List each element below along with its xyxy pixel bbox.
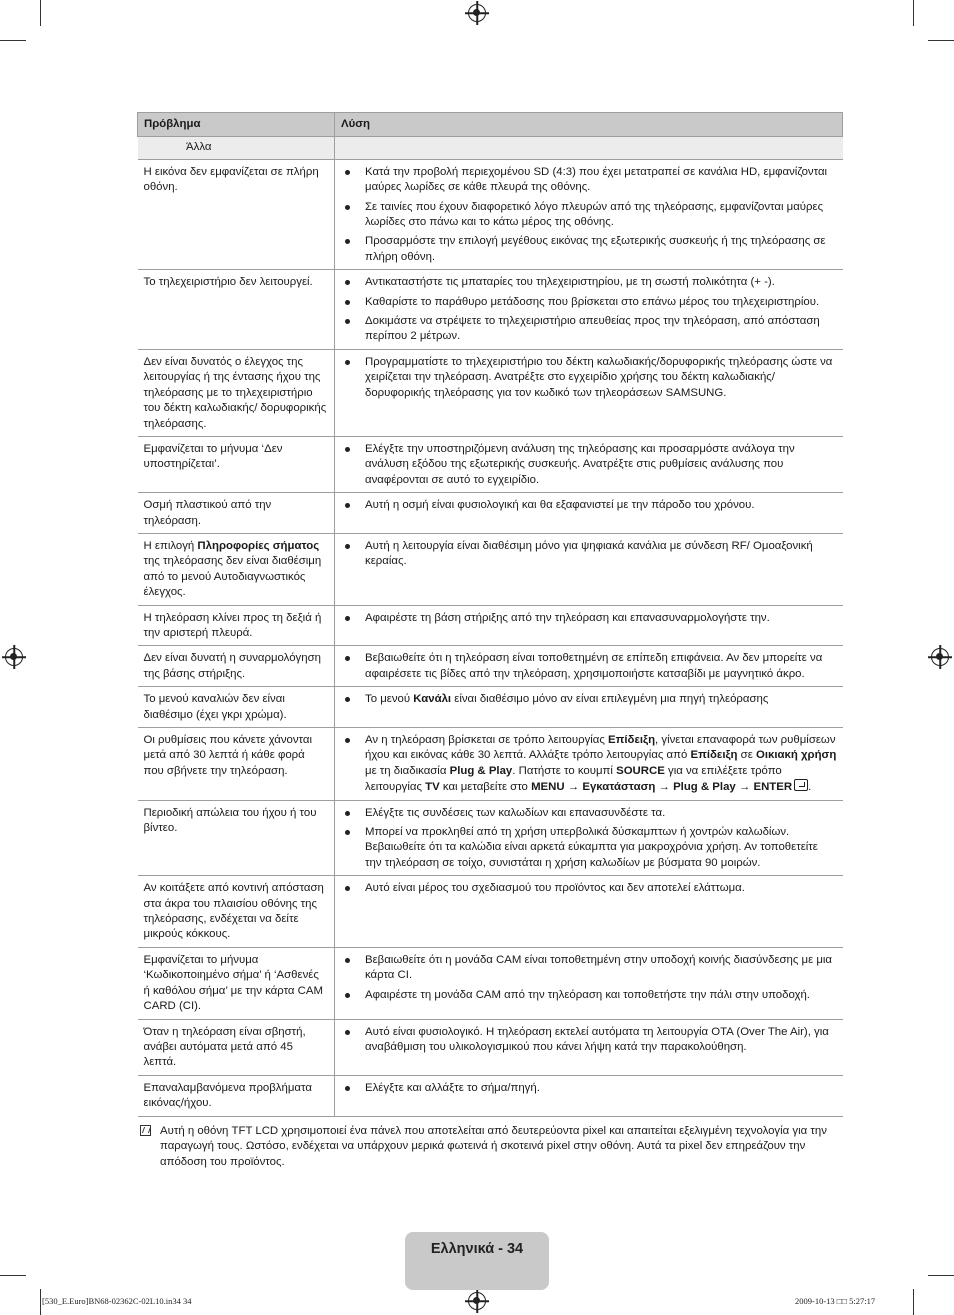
note-icon — [140, 1125, 151, 1136]
solution-cell — [335, 270, 843, 350]
header-problem: Πρόβλημα — [138, 113, 335, 137]
enter-icon — [794, 779, 808, 791]
table-row — [138, 159, 843, 269]
solution-item: Ελέγξτε την υποστηριζόμενη ανάλυση της τηλεόρασης και προσαρμόστε ανάλογα την ανάλυση εξόδου της εξωτερικής συσκευής. Ανατρέξτε στις ρυθμίσεις ανάλυσης που αναφέρονται σε αυτό το εγχειρίδιο. — [341, 442, 837, 488]
solution-item: Μπορεί να προκληθεί από τη χρήση υπερβολικά δύσκαμπτων ή χοντρών καλωδίων. Βεβαιωθείτε ότι τα καλώδια είναι αρκετά εύκαμπτα για μακροχρόνια χρήση. Αν τοποθετείτε την τηλεόραση σε τοίχο, συνιστάται η χρήση καλωδίων με βύσματα 90 μοιρών. — [341, 825, 837, 871]
table-row — [138, 270, 843, 350]
table-row — [138, 646, 843, 687]
solution-cell — [335, 646, 843, 687]
solution-item: Αυτή η λειτουργία είναι διαθέσιμη μόνο για ψηφιακά κανάλια με σύνδεση RF/ Ομοαξονική κεραίας. — [341, 539, 837, 570]
table-row — [138, 1019, 843, 1075]
solution-item: Καθαρίστε το παράθυρο μετάδοσης που βρίσκεται στο επάνω μέρος του τηλεχειριστηρίου. — [341, 295, 837, 310]
problem-cell: Η τηλεόραση κλίνει προς τη δεξιά ή την αριστερή πλευρά. — [138, 605, 335, 646]
problem-cell: Όταν η τηλεόραση είναι σβηστή, ανάβει αυτόματα μετά από 45 λεπτά. — [138, 1019, 335, 1075]
category-row — [138, 137, 843, 159]
crop-mark — [40, 0, 41, 26]
table-row — [138, 947, 843, 1019]
solution-cell — [335, 728, 843, 801]
table-row — [138, 687, 843, 728]
solution-cell — [335, 947, 843, 1019]
header-solution: Λύση — [335, 113, 843, 137]
solution-item: Δοκιμάστε να στρέψετε το τηλεχειριστήριο απευθείας προς την τηλεόραση, από απόσταση περίπου 2 μέτρων. — [341, 314, 837, 345]
solution-item: Προγραμματίστε το τηλεχειριστήριο του δέκτη καλωδιακής/δορυφορικής τηλεόρασης ώστε να χειρίζεται την τηλεόραση. Ανατρέξτε στο εγχειρίδιο χρήσης του δέκτη καλωδιακής/δορυφορικής τηλεόρασης για τον κωδικό των τηλεοράσεων SAMSUNG. — [341, 355, 837, 401]
solution-cell — [335, 533, 843, 605]
solution-cell — [335, 1075, 843, 1116]
solution-item: Το μενού Κανάλι είναι διαθέσιμο μόνο αν είναι επιλεγμένη μια πηγή τηλεόρασης — [341, 692, 837, 707]
table-row — [138, 728, 843, 801]
solution-item: Αυτή η οσμή είναι φυσιολογική και θα εξαφανιστεί με την πάροδο του χρόνου. — [341, 498, 837, 513]
problem-cell: Η εικόνα δεν εμφανίζεται σε πλήρη οθόνη. — [138, 159, 335, 269]
problem-cell: Περιοδική απώλεια του ήχου ή του βίντεο. — [138, 800, 335, 876]
channel-menu-label: Κανάλι — [413, 693, 452, 706]
solution-cell — [335, 876, 843, 948]
registration-mark-icon — [468, 1292, 486, 1310]
table-row — [138, 800, 843, 876]
solution-item: Προσαρμόστε την επιλογή μεγέθους εικόνας της εξωτερικής συσκευής ή της τηλεόρασης σε πλήρη οθόνη. — [341, 234, 837, 265]
table-row — [138, 533, 843, 605]
crop-mark — [928, 1275, 954, 1276]
problem-cell: Το μενού καναλιών δεν είναι διαθέσιμο (έχει γκρι χρώμα). — [138, 687, 335, 728]
page-number: Ελληνικά - 34 — [430, 1241, 524, 1257]
problem-cell: Δεν είναι δυνατός ο έλεγχος της λειτουργίας ή της έντασης ήχου της τηλεόρασης με το τηλεχειριστήριο του δέκτη καλωδιακής/ δορυφορικής τηλεόρασης. — [138, 349, 335, 436]
solution-item: Αφαιρέστε τη βάση στήριξης από την τηλεόραση και επανασυναρμολογήστε την. — [341, 611, 837, 626]
table-row — [138, 605, 843, 646]
crop-mark — [0, 40, 26, 41]
solution-item: Ελέγξτε και αλλάξτε το σήμα/πηγή. — [341, 1081, 837, 1096]
registration-mark-icon — [468, 4, 486, 22]
crop-mark — [0, 1275, 26, 1276]
problem-cell: Αν κοιτάξετε από κοντινή απόσταση στα άκρα του πλαισίου οθόνης της τηλεόρασης, ενδέχεται να δείτε μικρούς κόκκους. — [138, 876, 335, 948]
solution-item: Αυτό είναι φυσιολογικό. Η τηλεόραση εκτελεί αυτόματα τη λειτουργία OTA (Over The Air), για αναβάθμιση του υλικολογισμικού που κάνει λήψη κατά την παρακολούθηση. — [341, 1025, 837, 1056]
problem-cell: Δεν είναι δυνατή η συναρμολόγηση της βάσης στήριξης. — [138, 646, 335, 687]
solution-cell — [335, 159, 843, 269]
category-label: Άλλα — [138, 137, 335, 159]
crop-mark — [40, 1289, 41, 1315]
solution-item: Αφαιρέστε τη μονάδα CAM από την τηλεόραση και τοποθετήστε την πάλι στην υποδοχή. — [341, 988, 837, 1003]
solution-item: Βεβαιωθείτε ότι η τηλεόραση είναι τοποθετημένη σε επίπεδη επιφάνεια. Αν δεν μπορείτε να αφαιρέσετε τις βίδες από την τηλεόραση, χρησιμοποιήστε κατσαβίδι με μαγνητικό άκρο. — [341, 651, 837, 682]
crop-mark — [913, 1289, 914, 1315]
solution-item: Αν η τηλεόραση βρίσκεται σε τρόπο λειτουργίας Επίδειξη, γίνεται επαναφορά των ρυθμίσεων ήχου και εικόνας κάθε 30 λεπτά. Αλλάξτε τρόπο λειτουργίας από Επίδειξη σε Οικιακή χρήση με τη διαδικασία Plug & Play. Πατήστε το κουμπί SOURCE για να επιλέξετε τρόπο λειτουργίας TV και μεταβείτε στο MENU → Εγκατάσταση → Plug & Play → ENTER . — [341, 733, 837, 796]
table-row — [138, 349, 843, 436]
footer-file-info: [530_E.Euro]BN68-02362C-02L10.in34 34 — [42, 1296, 192, 1306]
solution-cell — [335, 687, 843, 728]
solution-item: Βεβαιωθείτε ότι η μονάδα CAM είναι τοποθετημένη στην υποδοχή κοινής διασύνδεσης με μια κάρτα CI. — [341, 953, 837, 984]
crop-mark — [913, 0, 914, 26]
note-block — [140, 1124, 840, 1170]
problem-cell: Οσμή πλαστικού από την τηλεόραση. — [138, 493, 335, 534]
problem-cell: Εμφανίζεται το μήνυμα ‘Κωδικοποιημένο σήμα’ ή ‘Ασθενές ή καθόλου σήμα’ με την κάρτα CAM CARD (CI). — [138, 947, 335, 1019]
solution-item: Ελέγξτε τις συνδέσεις των καλωδίων και επανασυνδέστε τα. — [341, 806, 837, 821]
solution-item: Κατά την προβολή περιεχομένου SD (4:3) που έχει μετατραπεί σε κανάλια HD, εμφανίζονται μαύρες λωρίδες σε κάθε πλευρά της οθόνης. — [341, 165, 837, 196]
solution-cell — [335, 1019, 843, 1075]
solution-cell — [335, 800, 843, 876]
problem-cell: Το τηλεχειριστήριο δεν λειτουργεί. — [138, 270, 335, 350]
solution-cell — [335, 605, 843, 646]
table-row — [138, 1075, 843, 1116]
note-text: Αυτή η οθόνη TFT LCD χρησιμοποιεί ένα πάνελ που αποτελείται από δευτερεύοντα pixel και απαιτείται εξελιγμένη τεχνολογία για την παραγωγή τους. Ωστόσο, ενδέχεται να υπάρχουν μερικά φωτεινά ή σκοτεινά pixel στην οθόνη. Αυτά τα pixel δεν επηρεάζουν την απόδοση του προϊόντος. — [160, 1125, 827, 1168]
problem-cell: Η επιλογή Πληροφορίες σήματος της τηλεόρασης δεν είναι διαθέσιμη από το μενού Αυτοδιαγνωστικός έλεγχος. — [138, 533, 335, 605]
solution-cell — [335, 436, 843, 492]
signal-info-label: Πληροφορίες σήματος — [197, 539, 320, 552]
problem-cell: Επαναλαμβανόμενα προβλήματα εικόνας/ήχου. — [138, 1075, 335, 1116]
crop-mark — [928, 40, 954, 41]
solution-cell — [335, 349, 843, 436]
solution-item: Αυτό είναι μέρος του σχεδιασμού του προϊόντος και δεν αποτελεί ελάττωμα. — [341, 881, 837, 896]
table-header-row — [138, 113, 843, 137]
troubleshooting-table — [137, 112, 843, 1117]
registration-mark-icon — [931, 648, 949, 666]
table-row — [138, 436, 843, 492]
problem-cell: Εμφανίζεται το μήνυμα ‘Δεν υποστηρίζεται’. — [138, 436, 335, 492]
solution-item: Σε ταινίες που έχουν διαφορετικό λόγο πλευρών από της τηλεόρασης, εμφανίζονται μαύρες λωρίδες στο πάνω και το κάτω μέρος της οθόνης. — [341, 200, 837, 231]
registration-mark-icon — [5, 648, 23, 666]
footer-timestamp: 2009-10-13 □□ 5:27:17 — [795, 1296, 876, 1306]
table-row — [138, 493, 843, 534]
problem-cell: Οι ρυθμίσεις που κάνετε χάνονται μετά από 30 λεπτά ή κάθε φορά που σβήνετε την τηλεόραση. — [138, 728, 335, 801]
solution-cell — [335, 493, 843, 534]
table-row — [138, 876, 843, 948]
solution-item: Αντικαταστήστε τις μπαταρίες του τηλεχειριστηρίου, με τη σωστή πολικότητα (+ -). — [341, 275, 837, 290]
